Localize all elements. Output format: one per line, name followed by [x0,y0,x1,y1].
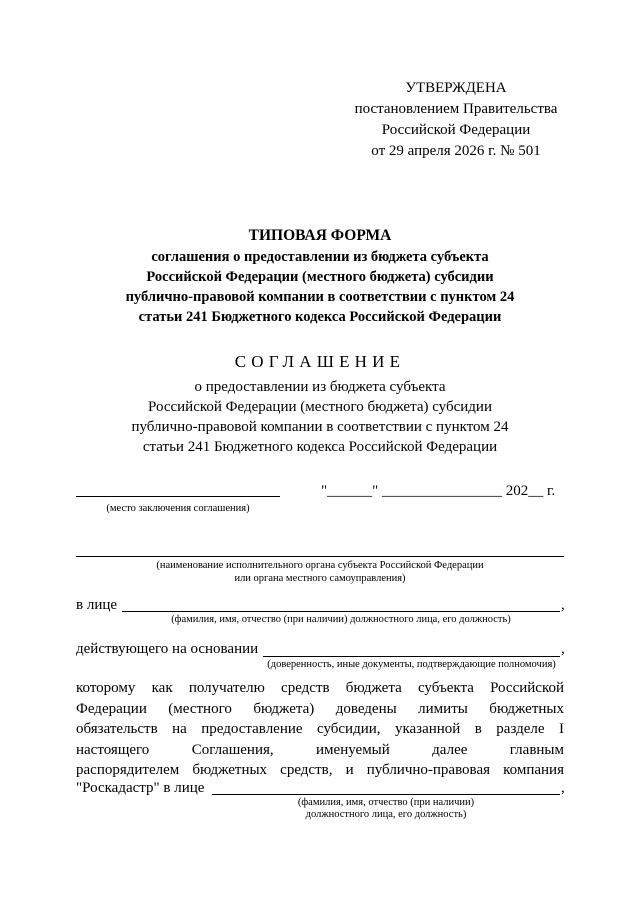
executive-body-caption: или органа местного самоуправления) [234,573,406,584]
approval-line: постановлением Правительства [354,101,558,117]
roskadastr-caption: (фамилия, имя, отчество (при наличии) [297,797,475,808]
representative-field[interactable] [122,611,560,612]
agreement-subtitle-line: публично-правовой компании в соответствии с пунктом 24 [131,419,509,435]
agreement-subtitle-line: статьи 241 Бюджетного кодекса Российской Федерации [142,439,498,455]
form-subtitle [100,247,540,327]
basis-suffix: , [561,641,565,657]
representative-suffix: , [561,597,565,613]
representative-caption: (фамилия, имя, отчество (при наличии) должностного лица, его должность) [171,614,511,625]
executive-body-caption: (наименование исполнительного органа субъекта Российской Федерации [156,560,484,571]
form-title: ТИПОВАЯ ФОРМА [248,227,392,244]
roskadastr-prefix: "Роскадастр" в лице [76,780,205,796]
body-line: которому как получателю средств бюджета субъекта Российской [76,680,564,696]
agreement-subtitle-line: Российской Федерации (местного бюджета) субсидии [148,399,492,415]
body-line: настоящего Соглашения, именуемый далее главным [76,741,564,758]
approval-heading: УТВЕРЖДЕНА [405,80,507,96]
form-subtitle-line: Российской Федерации (местного бюджета) субсидии [146,269,494,285]
representative-prefix: в лице [76,597,118,613]
form-subtitle-line: публично-правовой компании в соответствии с пунктом 24 [125,289,515,305]
body-line: обязательств на предоставление субсидии, указанной в разделе I [76,721,564,737]
agreement-title: СОГЛАШЕНИЕ [234,352,406,371]
agreement-subtitle-line: о предоставлении из бюджета субъекта [194,379,446,395]
form-subtitle-line: статьи 241 Бюджетного кодекса Российской Федерации [138,309,502,325]
body-line: Федерации (местного бюджета) доведены лимиты бюджетных [76,700,564,717]
basis-prefix: действующего на основании [76,641,259,657]
place-caption: (место заключения соглашения) [106,503,250,514]
date-field[interactable]: "______" ________________ 202__ г. [321,483,556,499]
body-line: распорядителем бюджетных средств, и публично-правовая компания [76,762,564,778]
approval-line: Российской Федерации [381,122,531,138]
roskadastr-suffix: , [561,780,565,796]
executive-body-field[interactable] [76,556,564,557]
roskadastr-representative-field[interactable] [212,794,560,795]
basis-field[interactable] [263,656,560,657]
approval-date: от 29 апреля 2026 г. № 501 [371,143,541,159]
body-paragraph [76,678,564,781]
roskadastr-caption: должностного лица, его должность) [305,809,467,820]
place-field[interactable] [76,496,280,497]
agreement-subtitle [100,377,540,457]
basis-caption: (доверенность, иные документы, подтверждающие полномочия) [267,659,556,670]
approval-block [340,78,572,162]
form-subtitle-line: соглашения о предоставлении из бюджета субъекта [151,249,489,265]
